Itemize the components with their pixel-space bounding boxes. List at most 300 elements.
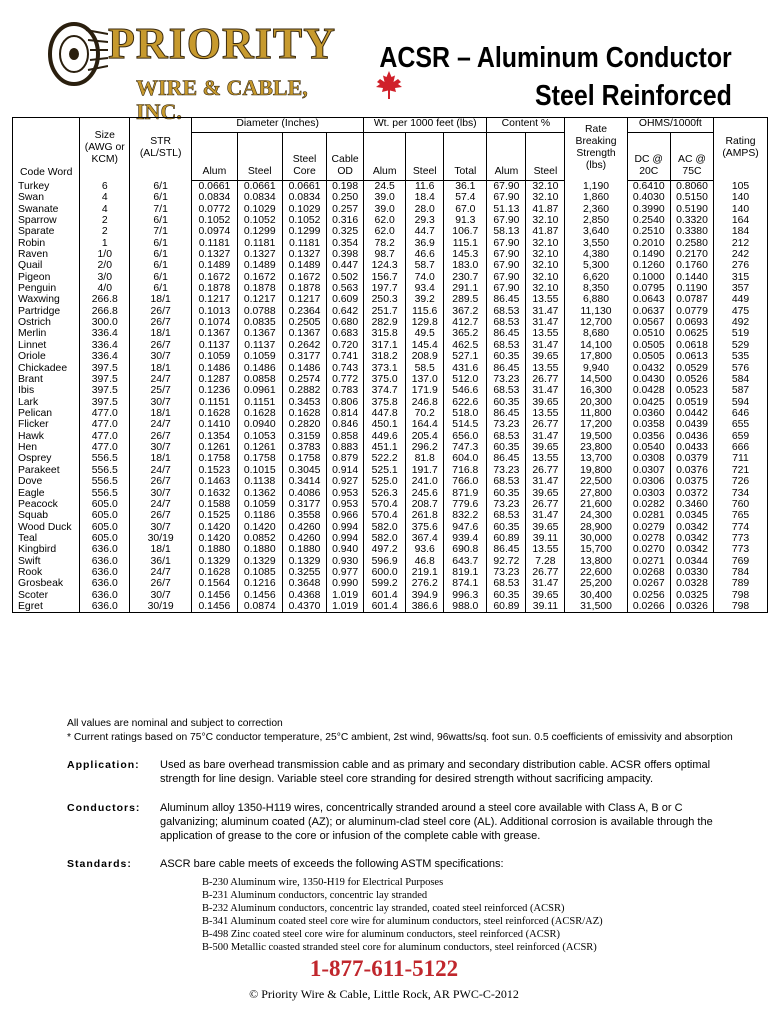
- table-cell: 0.883: [327, 442, 364, 453]
- table-cell: 0.1329: [237, 556, 282, 567]
- table-cell: 0.0519: [670, 396, 713, 407]
- table-cell: 67.90: [487, 215, 526, 226]
- table-cell: 18/1: [130, 544, 192, 555]
- table-cell: 477.0: [80, 431, 130, 442]
- col-str: STR (AL/STL): [130, 118, 192, 181]
- table-cell: 3,550: [565, 237, 627, 248]
- table-cell: 60.89: [487, 601, 526, 613]
- table-cell: 67.90: [487, 283, 526, 294]
- table-cell: 519: [714, 328, 768, 339]
- code-word-cell: Robin: [13, 237, 80, 248]
- table-cell: 0.3320: [670, 215, 713, 226]
- table-cell: 336.4: [80, 340, 130, 351]
- table-cell: 31.47: [526, 317, 565, 328]
- col-rbs: Rate Breaking Strength (lbs): [565, 118, 627, 181]
- table-cell: 7/1: [130, 226, 192, 237]
- table-cell: 0.609: [327, 294, 364, 305]
- table-cell: 0.0510: [627, 328, 670, 339]
- table-cell: 20,300: [565, 396, 627, 407]
- code-word-cell: Linnet: [13, 340, 80, 351]
- table-cell: 0.3990: [627, 203, 670, 214]
- table-cell: 0.0325: [670, 590, 713, 601]
- table-cell: 4,380: [565, 249, 627, 260]
- table-cell: 0.0432: [627, 362, 670, 373]
- table-cell: 0.1486: [237, 362, 282, 373]
- table-cell: 0.858: [327, 431, 364, 442]
- table-cell: 0.1181: [282, 237, 326, 248]
- table-cell: 18/1: [130, 294, 192, 305]
- table-cell: 0.1880: [237, 544, 282, 555]
- table-cell: 164: [714, 215, 768, 226]
- table-cell: 266.8: [80, 306, 130, 317]
- table-cell: 0.0540: [627, 442, 670, 453]
- standards-label: Standards:: [67, 858, 132, 870]
- table-cell: 0.8060: [670, 181, 713, 193]
- table-cell: 74.0: [406, 272, 444, 283]
- table-cell: 451.1: [364, 442, 406, 453]
- code-word-cell: Swift: [13, 556, 80, 567]
- table-cell: 13.55: [526, 362, 565, 373]
- table-cell: 0.1137: [192, 340, 237, 351]
- table-cell: 0.741: [327, 351, 364, 362]
- table-cell: 0.1489: [192, 260, 237, 271]
- table-cell: 0.0961: [237, 385, 282, 396]
- table-cell: 0.1217: [237, 294, 282, 305]
- table-cell: 0.563: [327, 283, 364, 294]
- col-dc: DC @ 20C: [627, 133, 670, 181]
- table-cell: 0.1878: [237, 283, 282, 294]
- table-cell: 622.6: [444, 396, 487, 407]
- table-cell: 518.0: [444, 408, 487, 419]
- table-cell: 0.4260: [282, 533, 326, 544]
- table-cell: 26.77: [526, 465, 565, 476]
- col-content-steel: Steel: [526, 133, 565, 181]
- table-cell: 6/1: [130, 237, 192, 248]
- table-cell: 0.2574: [282, 374, 326, 385]
- table-cell: 556.5: [80, 476, 130, 487]
- table-cell: 0.0439: [670, 419, 713, 430]
- table-cell: 0.0643: [627, 294, 670, 305]
- table-cell: 0.0342: [670, 533, 713, 544]
- table-cell: 0.1878: [282, 283, 326, 294]
- table-cell: 475: [714, 306, 768, 317]
- table-cell: 336.4: [80, 351, 130, 362]
- table-cell: 24/7: [130, 419, 192, 430]
- table-cell: 412.7: [444, 317, 487, 328]
- code-word-cell: Rook: [13, 567, 80, 578]
- table-cell: 191.7: [406, 465, 444, 476]
- table-cell: 183.0: [444, 260, 487, 271]
- table-cell: 2,360: [565, 203, 627, 214]
- code-word-cell: Ibis: [13, 385, 80, 396]
- table-row: [13, 408, 768, 419]
- standard-item: B-231 Aluminum conductors, concentric lay stranded: [202, 890, 428, 901]
- table-cell: 0.0308: [627, 453, 670, 464]
- table-cell: 26.77: [526, 419, 565, 430]
- table-cell: 0.0613: [670, 351, 713, 362]
- table-cell: 26/7: [130, 317, 192, 328]
- table-cell: 769: [714, 556, 768, 567]
- table-cell: 477.0: [80, 408, 130, 419]
- table-cell: 0.1074: [192, 317, 237, 328]
- table-cell: 6/1: [130, 215, 192, 226]
- table-cell: 0.0661: [282, 181, 326, 193]
- table-cell: 0.0433: [670, 442, 713, 453]
- table-cell: 24.5: [364, 181, 406, 193]
- table-cell: 81.8: [406, 453, 444, 464]
- table-cell: 24/7: [130, 499, 192, 510]
- table-cell: 646: [714, 408, 768, 419]
- table-cell: 19,800: [565, 465, 627, 476]
- table-cell: 0.1486: [192, 362, 237, 373]
- table-cell: 643.7: [444, 556, 487, 567]
- table-cell: 276.2: [406, 578, 444, 589]
- table-cell: 0.0328: [670, 578, 713, 589]
- table-cell: 0.0625: [670, 328, 713, 339]
- table-cell: 582.0: [364, 533, 406, 544]
- table-cell: 0.3177: [282, 499, 326, 510]
- table-cell: 4: [80, 192, 130, 203]
- table-cell: 26/7: [130, 510, 192, 521]
- table-cell: 726: [714, 476, 768, 487]
- table-cell: 431.6: [444, 362, 487, 373]
- table-cell: 397.5: [80, 362, 130, 373]
- table-cell: 462.5: [444, 340, 487, 351]
- table-cell: 832.2: [444, 510, 487, 521]
- table-cell: 774: [714, 521, 768, 532]
- code-word-cell: Waxwing: [13, 294, 80, 305]
- standard-item: B-341 Aluminum coated steel core wire for aluminum conductors, steel reinforced (ACSR/AZ): [202, 916, 603, 927]
- table-row: [13, 396, 768, 407]
- table-cell: 0.772: [327, 374, 364, 385]
- table-cell: 2,850: [565, 215, 627, 226]
- table-cell: 0.1085: [237, 567, 282, 578]
- table-cell: 0.1362: [237, 487, 282, 498]
- table-cell: 988.0: [444, 601, 487, 613]
- table-cell: 0.0940: [237, 419, 282, 430]
- table-cell: 7/1: [130, 203, 192, 214]
- table-cell: 397.5: [80, 374, 130, 385]
- table-cell: 0.1463: [192, 476, 237, 487]
- table-cell: 0.0523: [670, 385, 713, 396]
- table-cell: 60.35: [487, 442, 526, 453]
- table-cell: 0.3045: [282, 465, 326, 476]
- table-cell: 0.316: [327, 215, 364, 226]
- table-cell: 124.3: [364, 260, 406, 271]
- table-cell: 0.3255: [282, 567, 326, 578]
- conductors-text: Aluminum alloy 1350-H119 wires, concentrically stranded around a steel core available with Class A, B or C galvanizing; aluminum coated (AZ); or aluminum-clad steel core (AL). Additional corrosion is available through the application of grease to the core or infusion of the complete cable with grease.: [160, 802, 713, 842]
- table-cell: 716.8: [444, 465, 487, 476]
- table-cell: 582.0: [364, 521, 406, 532]
- table-cell: 39.65: [526, 442, 565, 453]
- table-cell: 73.23: [487, 419, 526, 430]
- table-cell: 106.7: [444, 226, 487, 237]
- table-cell: 164.4: [406, 419, 444, 430]
- table-cell: 0.198: [327, 181, 364, 193]
- table-cell: 0.1052: [282, 215, 326, 226]
- table-cell: 68.53: [487, 340, 526, 351]
- table-row: [13, 544, 768, 555]
- table-cell: 67.90: [487, 192, 526, 203]
- table-cell: 0.1059: [237, 351, 282, 362]
- table-cell: 276: [714, 260, 768, 271]
- table-cell: 46.8: [406, 556, 444, 567]
- table-cell: 0.1261: [237, 442, 282, 453]
- table-cell: 0.1327: [192, 249, 237, 260]
- table-cell: 145.3: [444, 249, 487, 260]
- table-cell: 373.1: [364, 362, 406, 373]
- table-cell: 26.77: [526, 499, 565, 510]
- table-cell: 93.4: [406, 283, 444, 294]
- table-cell: 68.53: [487, 578, 526, 589]
- table-cell: 576: [714, 362, 768, 373]
- table-cell: 129.8: [406, 317, 444, 328]
- table-cell: 17,200: [565, 419, 627, 430]
- table-cell: 62.0: [364, 215, 406, 226]
- table-cell: 734: [714, 487, 768, 498]
- table-cell: 0.325: [327, 226, 364, 237]
- group-weight: Wt. per 1000 feet (lbs): [364, 118, 487, 133]
- table-cell: 60.35: [487, 590, 526, 601]
- table-cell: 0.1456: [192, 601, 237, 613]
- table-cell: 525.1: [364, 465, 406, 476]
- table-cell: 0.642: [327, 306, 364, 317]
- table-cell: 289.5: [444, 294, 487, 305]
- table-cell: 18/1: [130, 453, 192, 464]
- table-cell: 19,500: [565, 431, 627, 442]
- table-cell: 6/1: [130, 181, 192, 193]
- table-cell: 365.2: [444, 328, 487, 339]
- group-ohms: OHMS/1000ft: [627, 118, 713, 133]
- table-cell: 24/7: [130, 567, 192, 578]
- table-cell: 73.23: [487, 374, 526, 385]
- table-cell: 0.1327: [237, 249, 282, 260]
- table-cell: 93.6: [406, 544, 444, 555]
- table-cell: 0.1327: [282, 249, 326, 260]
- page-title-line-2: Steel Reinforced: [535, 80, 732, 112]
- table-cell: 492: [714, 317, 768, 328]
- table-cell: 0.1420: [237, 521, 282, 532]
- table-cell: 23,800: [565, 442, 627, 453]
- table-cell: 0.1628: [192, 408, 237, 419]
- table-row: [13, 272, 768, 283]
- table-cell: 29.3: [406, 215, 444, 226]
- table-cell: 0.1329: [282, 556, 326, 567]
- table-cell: 1,860: [565, 192, 627, 203]
- table-cell: 13.55: [526, 408, 565, 419]
- table-cell: 0.0661: [237, 181, 282, 193]
- table-cell: 105: [714, 181, 768, 193]
- table-cell: 0.0788: [237, 306, 282, 317]
- table-cell: 0.1628: [237, 408, 282, 419]
- table-cell: 0.1628: [192, 567, 237, 578]
- table-cell: 527.1: [444, 351, 487, 362]
- table-row: [13, 374, 768, 385]
- table-cell: 6/1: [130, 272, 192, 283]
- table-cell: 26/7: [130, 431, 192, 442]
- table-cell: 947.6: [444, 521, 487, 532]
- table-cell: 0.0436: [670, 431, 713, 442]
- table-cell: 570.4: [364, 499, 406, 510]
- table-row: [13, 294, 768, 305]
- table-cell: 4/0: [80, 283, 130, 294]
- table-cell: 0.1151: [192, 396, 237, 407]
- table-cell: 86.45: [487, 544, 526, 555]
- table-row: [13, 533, 768, 544]
- table-cell: 31.47: [526, 578, 565, 589]
- table-cell: 0.1053: [237, 431, 282, 442]
- table-cell: 27,800: [565, 487, 627, 498]
- table-cell: 0.0342: [670, 521, 713, 532]
- table-cell: 30/19: [130, 601, 192, 613]
- table-cell: 219.1: [406, 567, 444, 578]
- table-cell: 0.0256: [627, 590, 670, 601]
- table-cell: 594: [714, 396, 768, 407]
- table-cell: 636.0: [80, 601, 130, 613]
- conductors-label: Conductors:: [67, 802, 141, 814]
- code-word-cell: Merlin: [13, 328, 80, 339]
- code-word-cell: Swanate: [13, 203, 80, 214]
- table-cell: 13.55: [526, 453, 565, 464]
- table-cell: 28,900: [565, 521, 627, 532]
- table-cell: 315.8: [364, 328, 406, 339]
- table-row: [13, 192, 768, 203]
- table-cell: 68.53: [487, 476, 526, 487]
- application-label: Application:: [67, 759, 140, 771]
- table-cell: 789: [714, 578, 768, 589]
- table-cell: 0.846: [327, 419, 364, 430]
- code-word-cell: Sparate: [13, 226, 80, 237]
- col-size: Size (AWG or KCM): [80, 118, 130, 181]
- table-cell: 30/7: [130, 487, 192, 498]
- code-word-cell: Ostrich: [13, 317, 80, 328]
- table-cell: 0.2510: [627, 226, 670, 237]
- table-cell: 605.0: [80, 533, 130, 544]
- table-cell: 39.0: [364, 203, 406, 214]
- table-cell: 535: [714, 351, 768, 362]
- table-cell: 0.0278: [627, 533, 670, 544]
- table-cell: 70.2: [406, 408, 444, 419]
- table-cell: 0.1440: [670, 272, 713, 283]
- table-cell: 12,700: [565, 317, 627, 328]
- table-cell: 0.1632: [192, 487, 237, 498]
- table-cell: 367.4: [406, 533, 444, 544]
- table-cell: 747.3: [444, 442, 487, 453]
- table-cell: 7.28: [526, 556, 565, 567]
- table-cell: 18/1: [130, 408, 192, 419]
- table-cell: 0.0268: [627, 567, 670, 578]
- table-cell: 0.1029: [282, 203, 326, 214]
- code-word-cell: Kingbird: [13, 544, 80, 555]
- code-word-cell: Parakeet: [13, 465, 80, 476]
- table-row: [13, 487, 768, 498]
- table-cell: 86.45: [487, 328, 526, 339]
- code-word-cell: Swan: [13, 192, 80, 203]
- table-cell: 0.4368: [282, 590, 326, 601]
- table-cell: 13,800: [565, 556, 627, 567]
- code-word-cell: Flicker: [13, 419, 80, 430]
- col-code-word: Code Word: [13, 118, 80, 181]
- table-cell: 36.9: [406, 237, 444, 248]
- table-cell: 0.5150: [670, 192, 713, 203]
- table-cell: 0.994: [327, 521, 364, 532]
- table-cell: 68.53: [487, 431, 526, 442]
- table-cell: 0.0271: [627, 556, 670, 567]
- table-cell: 31.47: [526, 476, 565, 487]
- table-cell: 246.8: [406, 396, 444, 407]
- table-cell: 0.0306: [627, 476, 670, 487]
- table-row: [13, 419, 768, 430]
- table-cell: 0.990: [327, 578, 364, 589]
- table-cell: 0.0282: [627, 499, 670, 510]
- table-cell: 0.743: [327, 362, 364, 373]
- table-cell: 666: [714, 442, 768, 453]
- table-cell: 939.4: [444, 533, 487, 544]
- table-cell: 0.3558: [282, 510, 326, 521]
- table-cell: 18.4: [406, 192, 444, 203]
- col-rating: Rating (AMPS): [714, 118, 768, 181]
- table-cell: 0.2364: [282, 306, 326, 317]
- table-cell: 0.354: [327, 237, 364, 248]
- code-word-cell: Teal: [13, 533, 80, 544]
- table-cell: 0.1760: [670, 260, 713, 271]
- table-row: [13, 203, 768, 214]
- code-word-cell: Wood Duck: [13, 521, 80, 532]
- table-cell: 0.6410: [627, 181, 670, 193]
- table-cell: 30,400: [565, 590, 627, 601]
- table-cell: 0.1217: [282, 294, 326, 305]
- table-cell: 357: [714, 283, 768, 294]
- table-cell: 336.4: [80, 328, 130, 339]
- table-cell: 0.994: [327, 533, 364, 544]
- table-cell: 41.87: [526, 226, 565, 237]
- table-cell: 315: [714, 272, 768, 283]
- table-cell: 18/1: [130, 328, 192, 339]
- logo-wordmark: PRIORITY: [108, 19, 337, 68]
- col-dia-od: Cable OD: [327, 133, 364, 181]
- table-cell: 605.0: [80, 499, 130, 510]
- table-cell: 68.53: [487, 510, 526, 521]
- table-cell: 3/0: [80, 272, 130, 283]
- table-cell: 497.2: [364, 544, 406, 555]
- table-cell: 24/7: [130, 465, 192, 476]
- code-word-cell: Squab: [13, 510, 80, 521]
- table-cell: 6/1: [130, 283, 192, 294]
- table-cell: 67.90: [487, 272, 526, 283]
- table-cell: 0.0835: [237, 317, 282, 328]
- phone-number[interactable]: 1-877-611-5122: [309, 956, 459, 981]
- table-cell: 39.0: [364, 192, 406, 203]
- table-cell: 0.0428: [627, 385, 670, 396]
- table-cell: 68.53: [487, 385, 526, 396]
- table-row: [13, 601, 768, 613]
- col-wt-alum: Alum: [364, 133, 406, 181]
- table-cell: 0.0430: [627, 374, 670, 385]
- page-title-line-1: ACSR – Aluminum Conductor: [379, 42, 732, 74]
- table-cell: 60.35: [487, 487, 526, 498]
- table-cell: 556.5: [80, 453, 130, 464]
- table-cell: 449: [714, 294, 768, 305]
- table-cell: 599.2: [364, 578, 406, 589]
- table-cell: 31.47: [526, 510, 565, 521]
- table-cell: 0.0372: [670, 487, 713, 498]
- table-cell: 0.4086: [282, 487, 326, 498]
- table-cell: 604.0: [444, 453, 487, 464]
- code-word-cell: Turkey: [13, 181, 80, 193]
- table-cell: 0.4370: [282, 601, 326, 613]
- table-row: [13, 521, 768, 532]
- table-row: [13, 306, 768, 317]
